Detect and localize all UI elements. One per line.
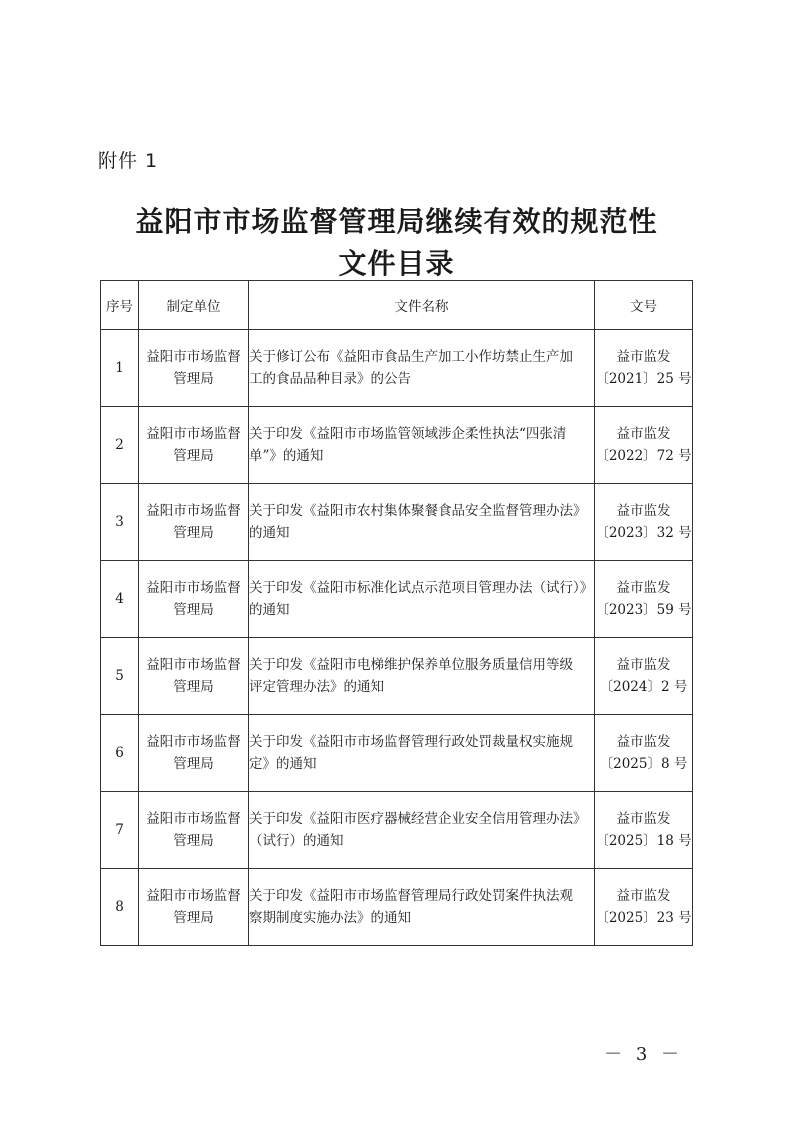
row-name [249, 330, 595, 407]
doc-line1: 益市监发 [616, 349, 671, 365]
row-seq: 7 [101, 792, 139, 869]
doc-line2: 〔2022〕72 号 [595, 448, 692, 464]
unit-line1: 益阳市市场监督 [146, 349, 241, 365]
table-row [101, 715, 693, 792]
name-line2: 评定管理办法》的通知 [249, 679, 384, 695]
name-line1: 关于印发《益阳市农村集体聚餐食品安全监督管理办法》 [249, 503, 587, 519]
unit-line2: 管理局 [173, 833, 214, 849]
table-row [101, 792, 693, 869]
unit-line2: 管理局 [173, 602, 214, 618]
unit-line2: 管理局 [173, 448, 214, 464]
doc-line2: 〔2023〕59 号 [595, 602, 692, 618]
row-seq: 6 [101, 715, 139, 792]
row-doc-no [595, 869, 693, 946]
doc-line2: 〔2025〕18 号 [595, 833, 692, 849]
row-unit [139, 330, 249, 407]
row-name [249, 638, 595, 715]
table-row [101, 638, 693, 715]
row-unit [139, 561, 249, 638]
row-name [249, 484, 595, 561]
row-name [249, 715, 595, 792]
row-seq: 1 [101, 330, 139, 407]
unit-line1: 益阳市市场监督 [146, 426, 241, 442]
row-name [249, 792, 595, 869]
name-line1: 关于印发《益阳市医疗器械经营企业安全信用管理办法》 [249, 811, 587, 827]
name-line1: 关于印发《益阳市市场监管领域涉企柔性执法“四张清 [249, 426, 567, 442]
row-seq: 5 [101, 638, 139, 715]
doc-line2: 〔2024〕2 号 [599, 679, 688, 695]
unit-line2: 管理局 [173, 679, 214, 695]
doc-line1: 益市监发 [616, 657, 671, 673]
row-unit [139, 484, 249, 561]
unit-line2: 管理局 [173, 371, 214, 387]
row-doc-no [595, 330, 693, 407]
table-row [101, 484, 693, 561]
doc-line2: 〔2025〕8 号 [599, 756, 688, 772]
unit-line1: 益阳市市场监督 [146, 734, 241, 750]
unit-line1: 益阳市市场监督 [146, 811, 241, 827]
document-title-line1: 益阳市市场监督管理局继续有效的规范性 [135, 205, 658, 238]
row-unit [139, 638, 249, 715]
name-line1: 关于印发《益阳市市场监督管理行政处罚裁量权实施规 [249, 734, 573, 750]
row-name [249, 407, 595, 484]
unit-line1: 益阳市市场监督 [146, 657, 241, 673]
row-doc-no [595, 638, 693, 715]
row-doc-no [595, 715, 693, 792]
doc-line1: 益市监发 [616, 734, 671, 750]
table-header-row [101, 281, 693, 330]
page-number: － 3 － [604, 1044, 683, 1065]
name-line2: 定》的通知 [249, 756, 317, 772]
name-line2: 的通知 [249, 525, 290, 541]
row-unit [139, 869, 249, 946]
doc-line1: 益市监发 [616, 580, 671, 596]
row-seq: 4 [101, 561, 139, 638]
row-seq: 8 [101, 869, 139, 946]
doc-line1: 益市监发 [616, 426, 671, 442]
name-line1: 关于印发《益阳市标准化试点示范项目管理办法（试行）》 [249, 580, 594, 596]
unit-line2: 管理局 [173, 756, 214, 772]
table-row [101, 330, 693, 407]
doc-line1: 益市监发 [616, 888, 671, 904]
name-line2: 察期制度实施办法》的通知 [249, 910, 411, 926]
doc-line2: 〔2021〕25 号 [595, 371, 692, 387]
name-line1: 关于印发《益阳市市场监督管理局行政处罚案件执法观 [249, 888, 573, 904]
header-name: 文件名称 [249, 281, 595, 330]
row-doc-no [595, 792, 693, 869]
table-row [101, 869, 693, 946]
catalog-table [100, 280, 693, 946]
name-line2: （试行）的通知 [249, 833, 344, 849]
unit-line2: 管理局 [173, 525, 214, 541]
row-seq: 2 [101, 407, 139, 484]
name-line2: 单”》的通知 [249, 448, 324, 464]
unit-line1: 益阳市市场监督 [146, 503, 241, 519]
name-line1: 关于修订公布《益阳市食品生产加工小作坊禁止生产加 [249, 349, 573, 365]
row-doc-no [595, 484, 693, 561]
row-unit [139, 792, 249, 869]
document-title-line2: 文件目录 [338, 247, 455, 280]
unit-line1: 益阳市市场监督 [146, 580, 241, 596]
doc-line1: 益市监发 [616, 503, 671, 519]
doc-line1: 益市监发 [616, 811, 671, 827]
unit-line1: 益阳市市场监督 [146, 888, 241, 904]
name-line2: 的通知 [249, 602, 290, 618]
name-line1: 关于印发《益阳市电梯维护保养单位服务质量信用等级 [249, 657, 573, 673]
doc-line2: 〔2025〕23 号 [595, 910, 692, 926]
attachment-label: 附件 1 [98, 150, 159, 172]
row-name [249, 561, 595, 638]
header-seq: 序号 [101, 281, 139, 330]
doc-line2: 〔2023〕32 号 [595, 525, 692, 541]
header-doc-no: 文号 [595, 281, 693, 330]
row-doc-no [595, 407, 693, 484]
row-name [249, 869, 595, 946]
table-row [101, 407, 693, 484]
row-seq: 3 [101, 484, 139, 561]
unit-line2: 管理局 [173, 910, 214, 926]
row-doc-no [595, 561, 693, 638]
name-line2: 工的食品品种目录》的公告 [249, 371, 411, 387]
header-unit: 制定单位 [139, 281, 249, 330]
table-row [101, 561, 693, 638]
row-unit [139, 407, 249, 484]
row-unit [139, 715, 249, 792]
